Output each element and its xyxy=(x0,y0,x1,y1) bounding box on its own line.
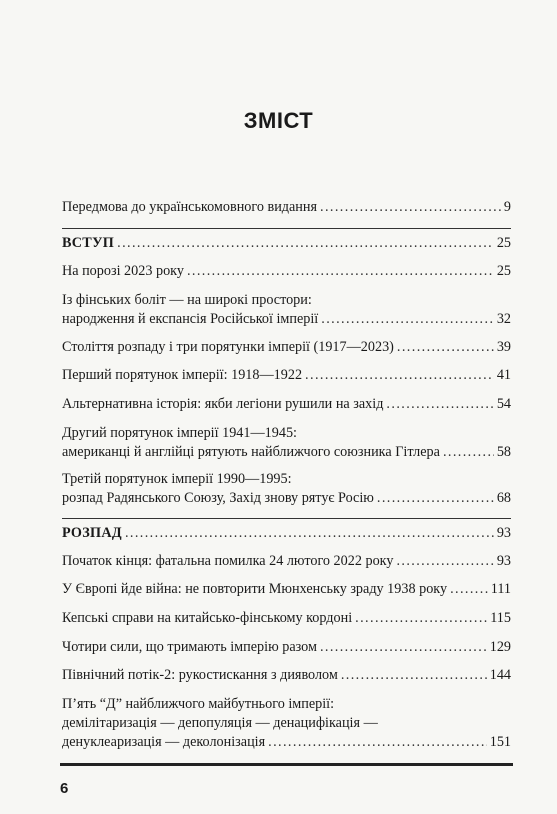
dot-leader xyxy=(321,310,494,329)
toc-entry-page: 25 xyxy=(496,263,511,279)
toc-entry-page: 144 xyxy=(489,667,511,683)
toc-entry-title: Альтернативна історія: якби легіони рушили на захід xyxy=(62,396,384,412)
toc-entry-title: Передмова до українськомовного видання xyxy=(62,199,318,215)
toc-entry-title-line: демілітаризація — депопуляція — денацифікація — xyxy=(62,715,378,731)
toc-section-title: ВСТУП xyxy=(62,235,115,251)
dot-leader xyxy=(341,666,487,685)
toc-entry-page: 39 xyxy=(496,339,511,355)
toc-entry-page: 25 xyxy=(496,235,511,251)
toc-entry[interactable] xyxy=(62,366,511,385)
dot-leader xyxy=(320,198,501,217)
toc-entry[interactable] xyxy=(62,552,511,571)
toc-entry-title: Кепські справи на китайсько-фінському кордоні xyxy=(62,610,353,626)
dot-leader xyxy=(305,366,494,385)
toc-entry[interactable] xyxy=(62,638,511,657)
toc-entry-page: 9 xyxy=(503,199,511,215)
toc-entry-title-line: Третій порятунок імперії 1990—1995: xyxy=(62,471,292,487)
toc-entry-page: 111 xyxy=(490,581,511,597)
toc-entry[interactable] xyxy=(62,695,511,752)
toc-entry-page: 129 xyxy=(489,639,511,655)
toc-entry-title: У Європі йде війна: не повторити Мюнхенську зраду 1938 року xyxy=(62,581,448,597)
dot-leader xyxy=(396,552,493,571)
dot-leader xyxy=(377,489,494,508)
dot-leader xyxy=(443,443,494,462)
toc-entry-title: Початок кінця: фатальна помилка 24 лютого 2022 року xyxy=(62,553,394,569)
toc-section[interactable] xyxy=(62,234,511,253)
toc-section-title: РОЗПАД xyxy=(62,525,122,541)
toc-entry[interactable] xyxy=(62,198,511,217)
toc-entry-page: 115 xyxy=(490,610,511,626)
dot-leader xyxy=(320,638,487,657)
toc-entry-title-line: розпад Радянського Союзу, Захід знову рятує Росію xyxy=(62,490,374,506)
toc-entry[interactable] xyxy=(62,395,511,414)
toc-entry-title: На порозі 2023 року xyxy=(62,263,184,279)
section-divider xyxy=(62,518,511,519)
toc-entry[interactable] xyxy=(62,262,511,281)
toc-entry-page: 41 xyxy=(496,367,511,383)
dot-leader xyxy=(386,395,493,414)
toc-entry-title: Північний потік-2: рукостискання з дияволом xyxy=(62,667,338,683)
toc-entry-page: 68 xyxy=(496,490,511,506)
toc-entry-page: 32 xyxy=(496,311,511,327)
section-divider xyxy=(62,228,511,229)
toc-entry-title-line: народження й експансія Російської імперії xyxy=(62,311,319,327)
toc-entry[interactable] xyxy=(62,424,511,462)
toc-entry[interactable] xyxy=(62,580,511,599)
toc-entry[interactable] xyxy=(62,470,511,508)
dot-leader xyxy=(187,262,494,281)
dot-leader xyxy=(268,733,487,752)
toc-entry-page: 93 xyxy=(496,553,511,569)
toc-entry[interactable] xyxy=(62,609,511,628)
footer-rule xyxy=(60,763,513,766)
toc-section[interactable] xyxy=(62,524,511,543)
toc-entry[interactable] xyxy=(62,666,511,685)
dot-leader xyxy=(117,234,494,253)
toc-entry-page: 93 xyxy=(496,525,511,541)
toc-entry-title-line: Із фінських боліт — на широкі простори: xyxy=(62,292,312,308)
toc-entry[interactable] xyxy=(62,291,511,329)
toc-entry-title-line: американці й англійці рятують найближчого союзника Гітлера xyxy=(62,444,440,460)
toc-entry-page: 151 xyxy=(489,734,511,750)
toc-entry-title-line: денуклеаризація — деколонізація xyxy=(62,734,266,750)
dot-leader xyxy=(397,338,494,357)
toc-entry-title: Століття розпаду і три порятунки імперії (1917—2023) xyxy=(62,339,394,355)
toc-entry-title-line: П’ять “Д” найближчого майбутнього імперії: xyxy=(62,696,335,712)
toc-entry[interactable] xyxy=(62,338,511,357)
dot-leader xyxy=(355,609,487,628)
page-number: 6 xyxy=(60,780,69,797)
toc-entry-title-line: Другий порятунок імперії 1941—1945: xyxy=(62,425,297,441)
dot-leader xyxy=(125,524,494,543)
page-title: ЗМІСТ xyxy=(243,108,314,133)
toc-entry-page: 54 xyxy=(496,396,511,412)
toc-entry-title: Перший порятунок імперії: 1918—1922 xyxy=(62,367,303,383)
toc-entry-title: Чотири сили, що тримають імперію разом xyxy=(62,639,317,655)
toc-entry-page: 58 xyxy=(496,444,511,460)
dot-leader xyxy=(450,580,488,599)
